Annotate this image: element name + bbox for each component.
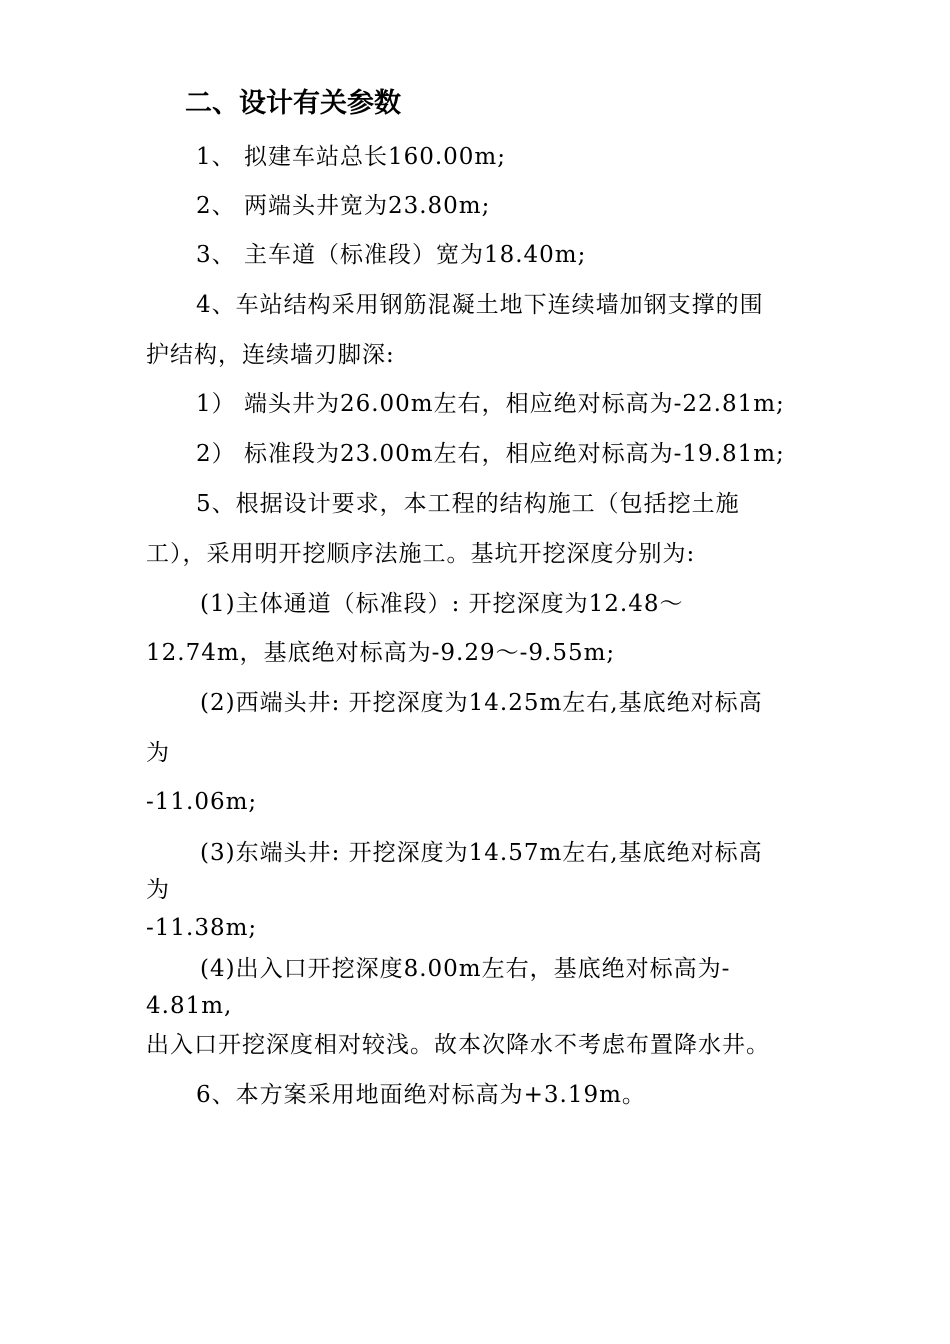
- depth-line-1-cont: 12.74m，基底绝对标高为-9.29～-9.55m;: [146, 640, 616, 666]
- param-line-4-cont: 护结构，连续墙刃脚深:: [146, 342, 395, 368]
- depth-line-3: (3)东端头井: 开挖深度为14.57m左右,基底绝对标高: [200, 840, 763, 866]
- param-line-3: 3、 主车道（标准段）宽为18.40m;: [196, 242, 587, 268]
- param-line-5: 5、根据设计要求，本工程的结构施工（包括挖土施: [196, 491, 740, 517]
- depth-line-4-note: 出入口开挖深度相对较浅。故本次降水不考虑布置降水井。: [146, 1032, 770, 1058]
- section-heading: 二、设计有关参数: [185, 88, 401, 119]
- depth-line-4: (4)出入口开挖深度8.00m左右，基底绝对标高为-: [200, 956, 731, 982]
- depth-line-3-value: -11.38m;: [146, 915, 258, 941]
- param-line-1: 1、 拟建车站总长160.00m;: [196, 144, 506, 170]
- param-line-4-2: 2） 标准段为23.00m左右，相应绝对标高为-19.81m;: [196, 441, 785, 467]
- depth-line-3-cont: 为: [146, 877, 170, 903]
- param-line-2: 2、 两端头井宽为23.80m;: [196, 193, 491, 219]
- depth-line-1: (1)主体通道（标准段）: 开挖深度为12.48～: [200, 591, 684, 617]
- param-line-4: 4、车站结构采用钢筋混凝土地下连续墙加钢支撑的围: [196, 292, 764, 318]
- param-line-4-1: 1） 端头井为26.00m左右，相应绝对标高为-22.81m;: [196, 391, 785, 417]
- depth-line-2-value: -11.06m;: [146, 789, 258, 815]
- param-line-5-cont: 工），采用明开挖顺序法施工。基坑开挖深度分别为:: [146, 541, 696, 567]
- depth-line-2-cont: 为: [146, 740, 170, 766]
- depth-line-4-value: 4.81m,: [146, 993, 233, 1019]
- param-line-6: 6、本方案采用地面绝对标高为+3.19m。: [196, 1082, 646, 1108]
- depth-line-2: (2)西端头井: 开挖深度为14.25m左右,基底绝对标高: [200, 690, 763, 716]
